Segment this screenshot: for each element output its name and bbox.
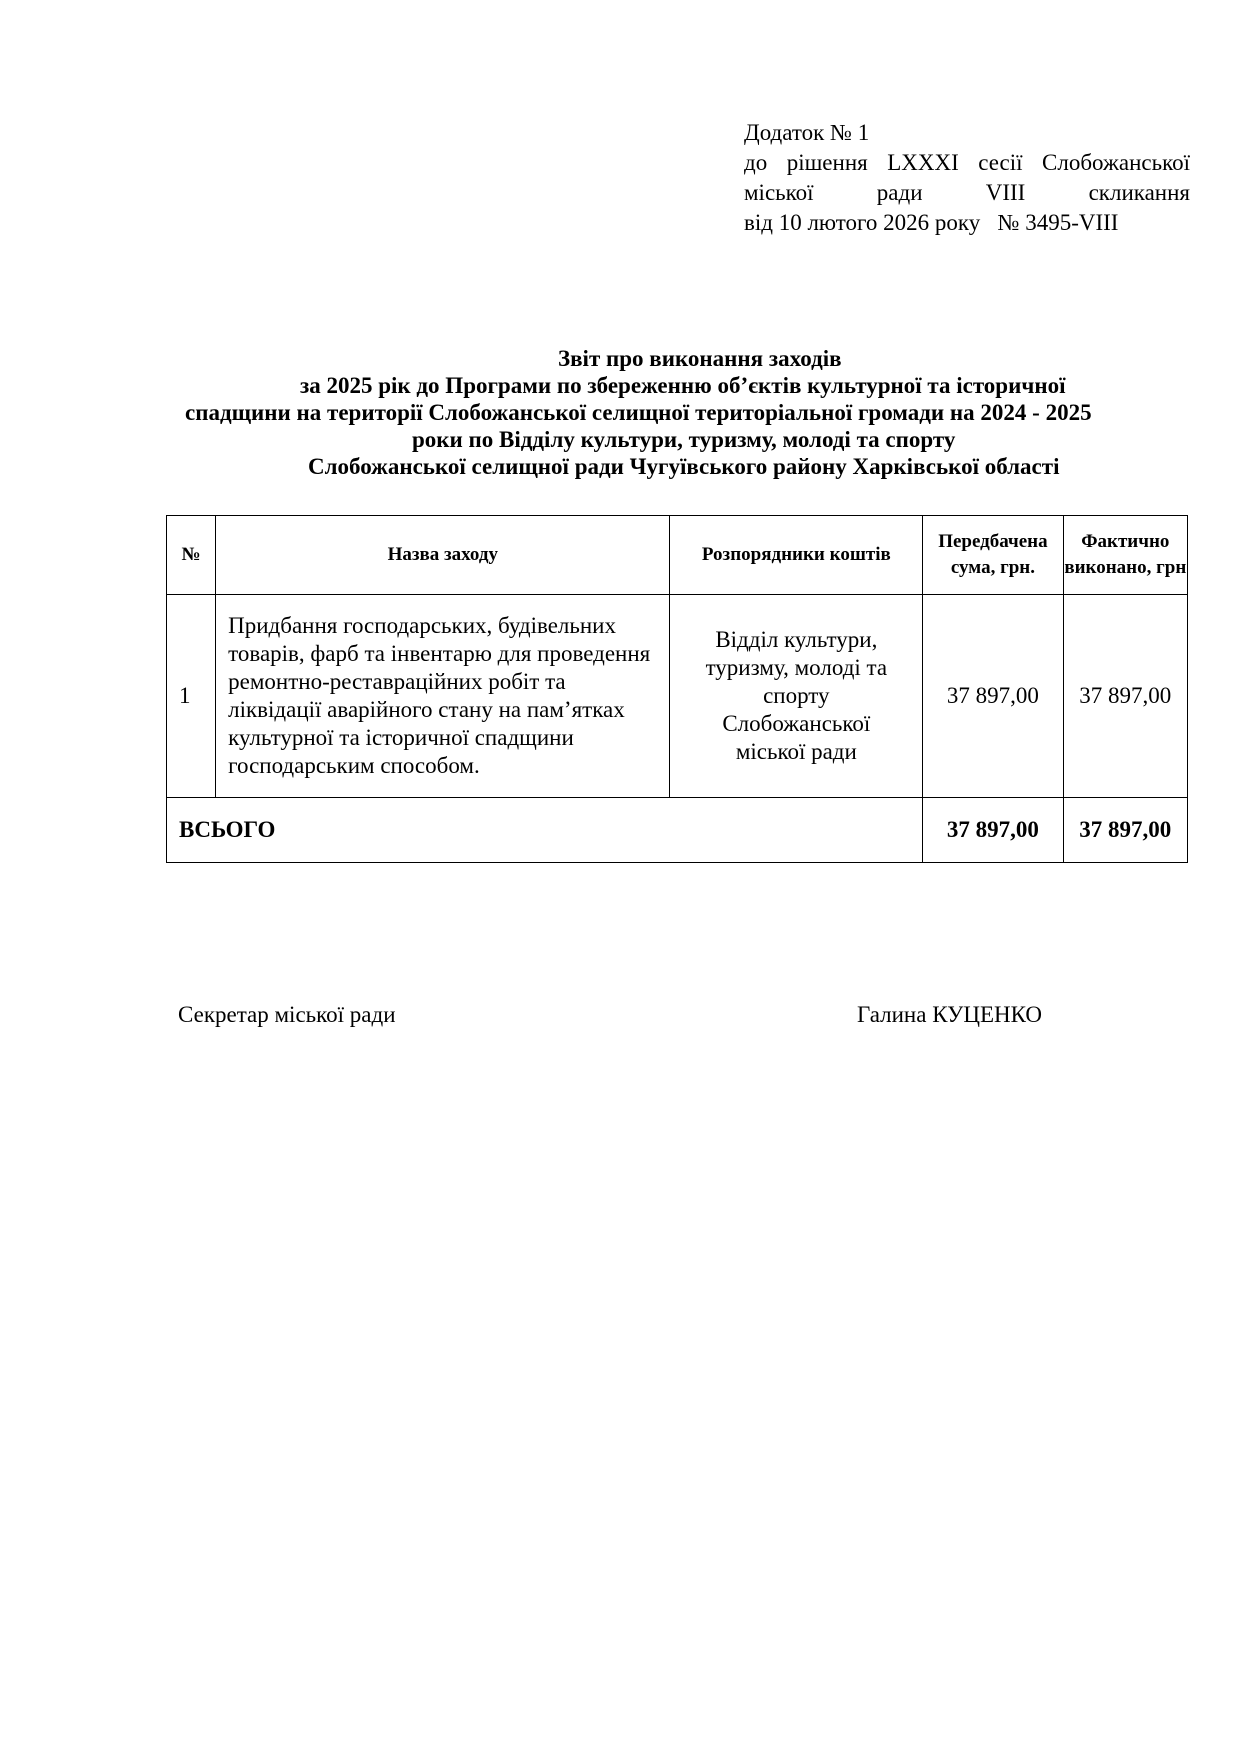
signature-position: Секретар міської ради	[178, 1002, 396, 1027]
appendix-line-4: від 10 лютого 2026 року № 3495-VIII	[744, 210, 1119, 235]
signature-name: Галина КУЦЕНКО	[857, 1002, 1042, 1027]
title-line-1: Звіт про виконання заходів	[558, 346, 842, 371]
appendix-word: LXXXI	[887, 150, 959, 175]
appendix-word: скликання	[1088, 180, 1190, 205]
total-actual: 37 897,00	[1063, 798, 1187, 863]
report-title	[150, 345, 1140, 480]
appendix-line-1: Додаток № 1	[744, 120, 870, 145]
table-total-row	[167, 798, 1188, 863]
appendix-word: Слобожанської	[1042, 150, 1190, 175]
report-table	[166, 515, 1188, 863]
title-line-2: за 2025 рік до Програми по збереженню об’єктів культурної та історичної	[300, 373, 1066, 398]
header-executor: Розпорядники коштів	[670, 516, 923, 595]
row-name: Придбання господарських, будівельних товарів, фарб та інвентарю для проведення ремонтно-реставраційних робіт та ліквідації аварійного стану на пам’ятках культурної та історичної спадщини господарським способом.	[216, 595, 670, 798]
total-label: ВСЬОГО	[167, 798, 923, 863]
appendix-line-2	[744, 148, 1190, 178]
appendix-word: ради	[876, 180, 923, 205]
header-num: №	[167, 516, 216, 595]
table-header-row	[167, 516, 1188, 595]
header-name: Назва заходу	[216, 516, 670, 595]
appendix-line-3	[744, 178, 1190, 208]
header-actual: Фактично виконано, грн	[1063, 516, 1187, 595]
appendix-word: рішення	[786, 150, 868, 175]
total-planned: 37 897,00	[923, 798, 1063, 863]
header-planned: Передбачена сума, грн.	[923, 516, 1063, 595]
row-actual: 37 897,00	[1063, 595, 1187, 798]
table-row	[167, 595, 1188, 798]
row-executor	[670, 595, 923, 798]
row-executor-text: Відділ культури, туризму, молоді та спорту Слобожанської міської ради	[705, 627, 888, 764]
appendix-word: сесії	[978, 150, 1023, 175]
title-line-4: роки по Відділу культури, туризму, молоді та спорту	[412, 427, 956, 452]
appendix-word: міської	[744, 180, 814, 205]
appendix-word: до	[744, 150, 768, 175]
title-line-5: Слобожанської селищної ради Чугуївського району Харківської області	[308, 454, 1060, 479]
appendix-word: VIII	[985, 180, 1026, 205]
appendix-block	[744, 118, 1190, 238]
row-num: 1	[167, 595, 216, 798]
title-line-3: спадщини на території Слобожанської селищної територіальної громади на 2024 - 2025	[185, 400, 1092, 425]
row-planned: 37 897,00	[923, 595, 1063, 798]
